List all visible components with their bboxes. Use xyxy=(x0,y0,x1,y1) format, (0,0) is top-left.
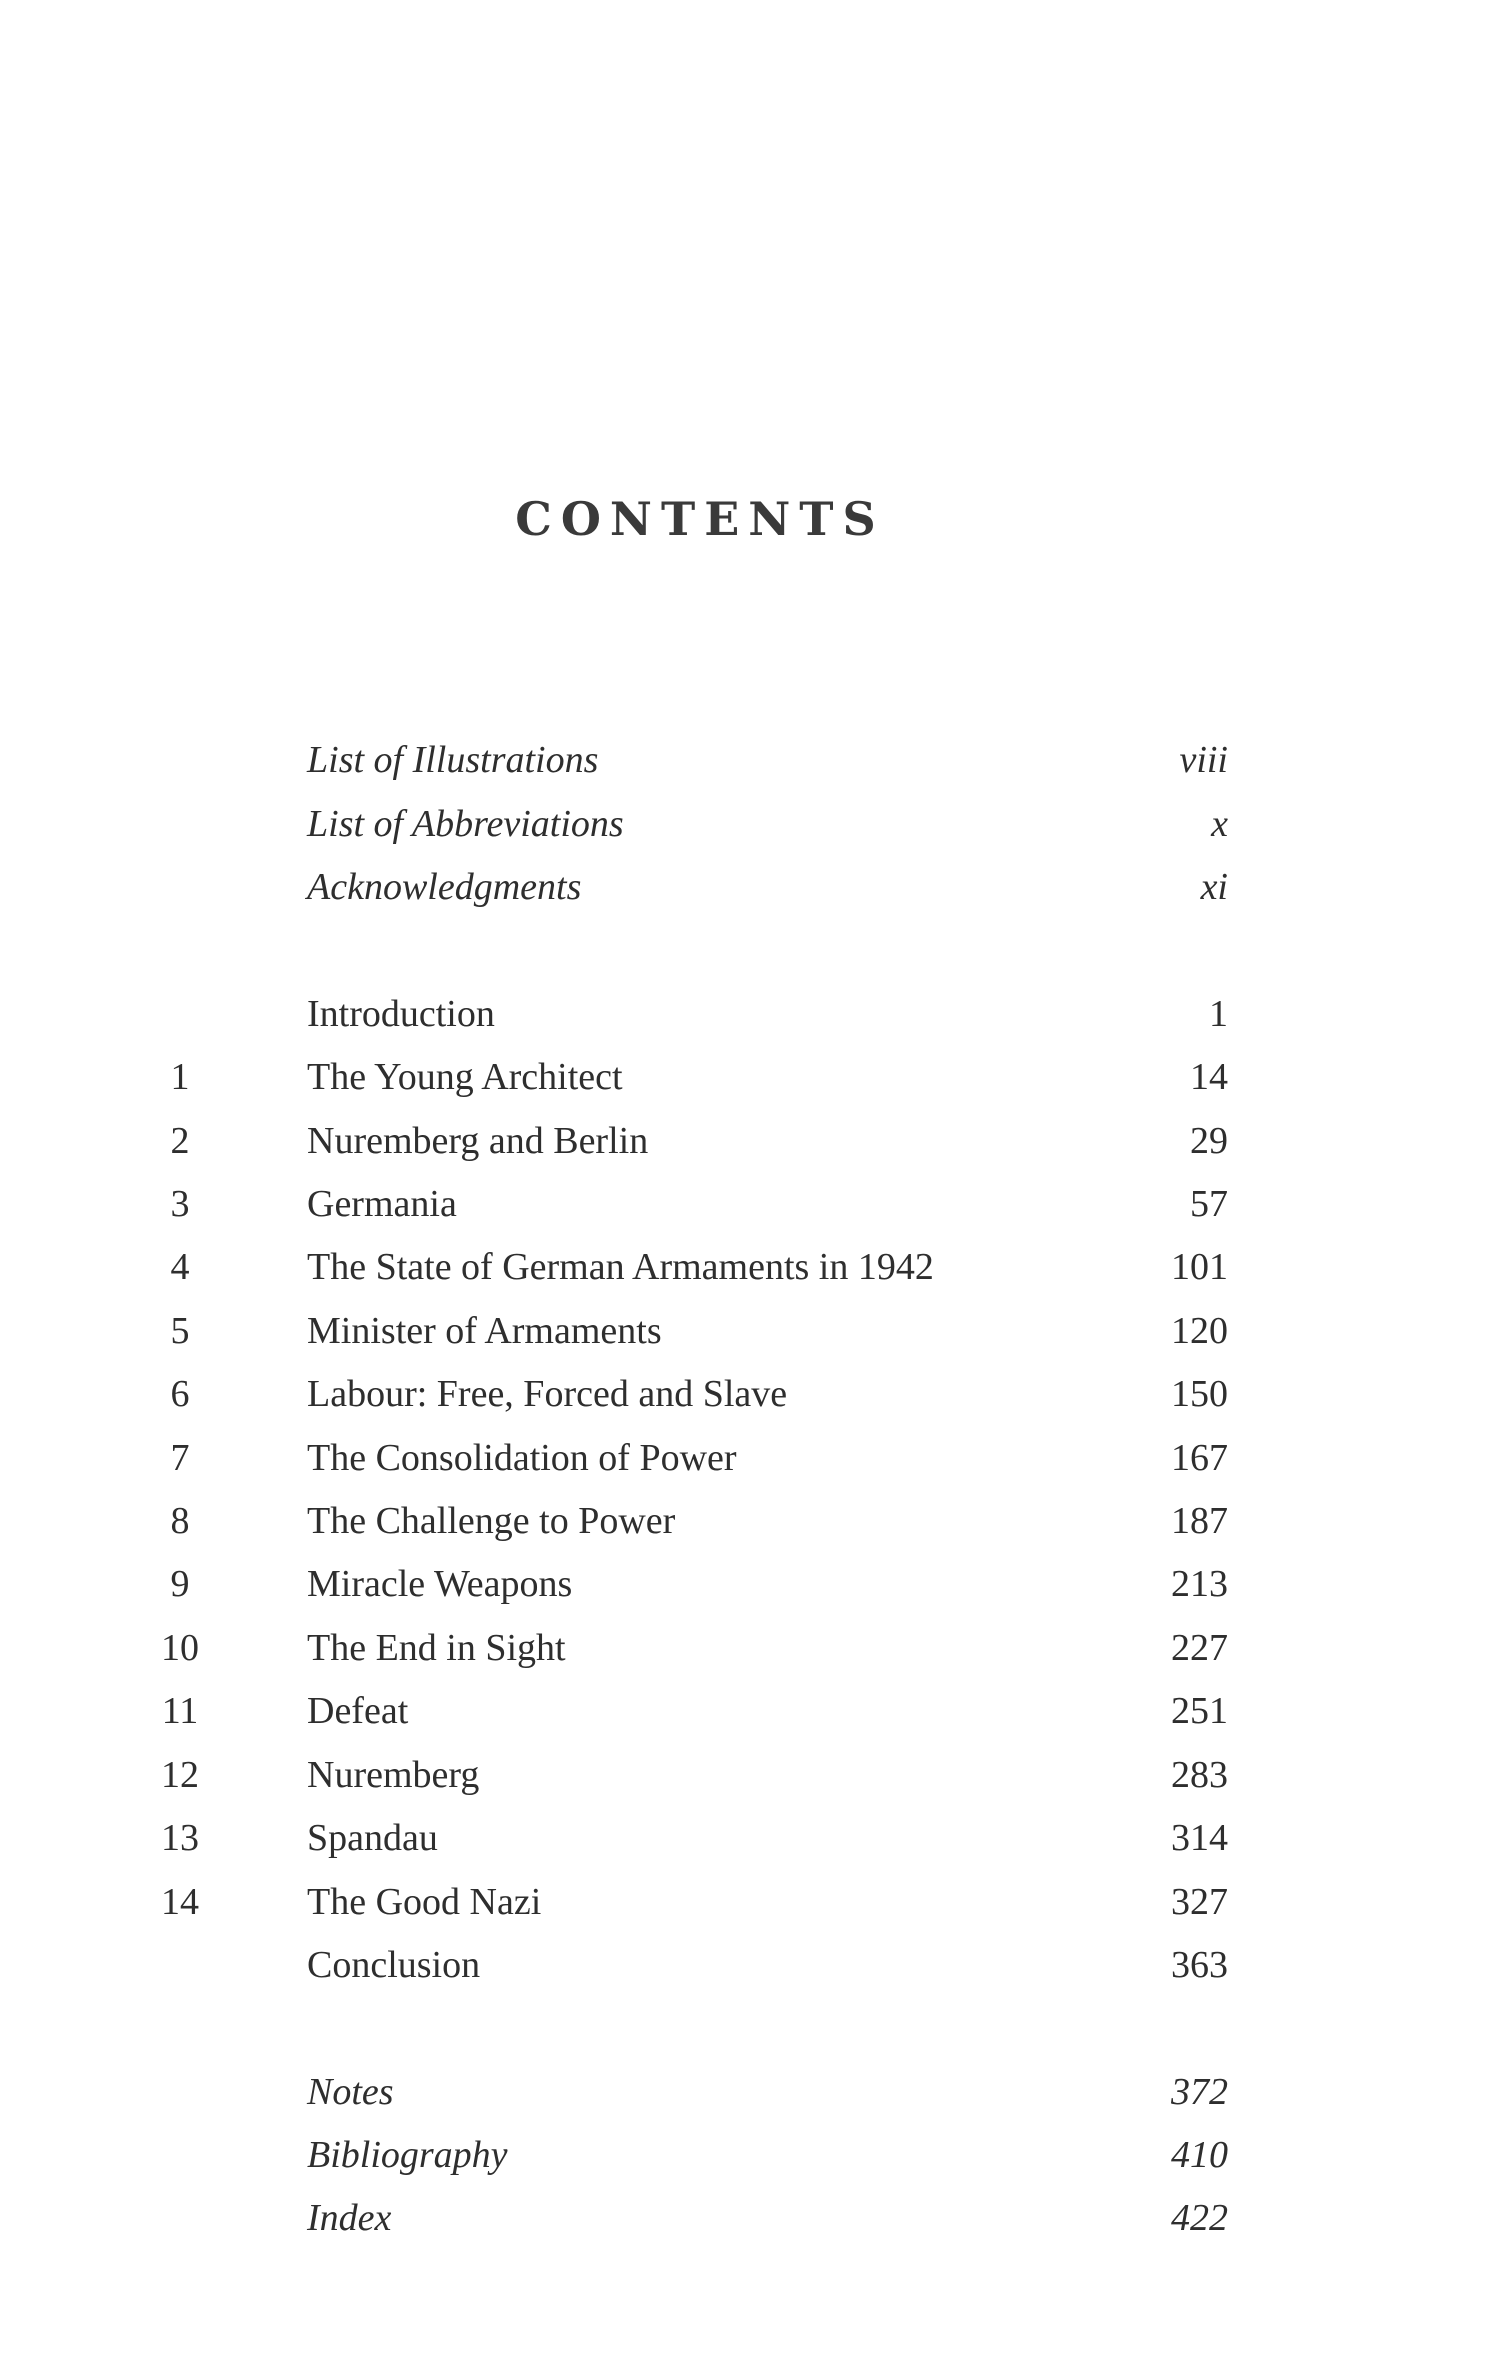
entry-page: 120 xyxy=(1171,1310,1228,1352)
toc-entry-index xyxy=(0,2186,1500,2250)
entry-page: 283 xyxy=(1171,1754,1228,1796)
entry-label: Defeat xyxy=(307,1690,409,1732)
toc-entry-introduction xyxy=(0,982,1500,1046)
toc-entry-chapter-3 xyxy=(0,1172,1500,1236)
chapter-number: 8 xyxy=(170,1500,190,1542)
entry-page: 101 xyxy=(1171,1246,1228,1288)
entry-label: Germania xyxy=(307,1183,457,1225)
entry-page: 372 xyxy=(1171,2071,1228,2113)
entry-label: Bibliography xyxy=(307,2134,508,2176)
entry-page: 1 xyxy=(1209,993,1228,1035)
entry-label: Labour: Free, Forced and Slave xyxy=(307,1373,788,1415)
chapter-number: 2 xyxy=(170,1120,190,1162)
entry-page: 29 xyxy=(1190,1120,1228,1162)
entry-page: 150 xyxy=(1171,1373,1228,1415)
entry-label: List of Illustrations xyxy=(307,739,599,781)
toc-entry-front-3 xyxy=(0,855,1500,919)
entry-page: 187 xyxy=(1171,1500,1228,1542)
entry-page: 422 xyxy=(1171,2197,1228,2239)
toc-entry-chapter-7 xyxy=(0,1426,1500,1490)
chapter-number: 11 xyxy=(161,1690,199,1732)
entry-page: 410 xyxy=(1171,2134,1228,2176)
chapter-number: 1 xyxy=(170,1056,190,1098)
toc-entry-conclusion xyxy=(0,1933,1500,1997)
entry-label: The Young Architect xyxy=(307,1056,623,1098)
toc-entry-chapter-1 xyxy=(0,1045,1500,1109)
entry-page: 213 xyxy=(1171,1563,1228,1605)
toc-entry-chapter-9 xyxy=(0,1552,1500,1616)
entry-page: 167 xyxy=(1171,1437,1228,1479)
chapter-number: 6 xyxy=(170,1373,190,1415)
toc-entry-chapter-6 xyxy=(0,1362,1500,1426)
entry-label: Nuremberg xyxy=(307,1754,480,1796)
entry-page: 363 xyxy=(1171,1944,1228,1986)
toc-entry-bibliography xyxy=(0,2123,1500,2187)
toc-entry-notes xyxy=(0,2060,1500,2124)
entry-label: List of Abbreviations xyxy=(307,803,624,845)
toc-entry-chapter-10 xyxy=(0,1616,1500,1680)
toc-entry-chapter-11 xyxy=(0,1679,1500,1743)
entry-label: Minister of Armaments xyxy=(307,1310,662,1352)
entry-label: Introduction xyxy=(307,993,495,1035)
page-title: CONTENTS xyxy=(515,492,885,546)
chapter-number: 12 xyxy=(161,1754,199,1796)
chapter-number: 13 xyxy=(161,1817,199,1859)
chapter-number: 3 xyxy=(170,1183,190,1225)
entry-page: x xyxy=(1211,803,1228,845)
entry-label: Index xyxy=(307,2197,392,2239)
toc-entry-chapter-12 xyxy=(0,1743,1500,1807)
toc-entry-chapter-4 xyxy=(0,1235,1500,1299)
toc-entry-chapter-8 xyxy=(0,1489,1500,1553)
chapter-number: 4 xyxy=(170,1246,190,1288)
entry-label: The End in Sight xyxy=(307,1627,566,1669)
toc-entry-chapter-5 xyxy=(0,1299,1500,1363)
entry-label: Spandau xyxy=(307,1817,438,1859)
chapter-number: 14 xyxy=(161,1881,199,1923)
toc-entry-front-2 xyxy=(0,792,1500,856)
chapter-number: 9 xyxy=(170,1563,190,1605)
entry-page: 314 xyxy=(1171,1817,1228,1859)
entry-label: Nuremberg and Berlin xyxy=(307,1120,649,1162)
entry-label: Acknowledgments xyxy=(307,866,582,908)
entry-label: The Challenge to Power xyxy=(307,1500,676,1542)
entry-page: 57 xyxy=(1190,1183,1228,1225)
entry-label: The Consolidation of Power xyxy=(307,1437,737,1479)
toc-entry-chapter-14 xyxy=(0,1870,1500,1934)
entry-page: viii xyxy=(1179,739,1228,781)
entry-page: 251 xyxy=(1171,1690,1228,1732)
entry-label: Miracle Weapons xyxy=(307,1563,573,1605)
toc-entry-chapter-2 xyxy=(0,1109,1500,1173)
entry-page: 327 xyxy=(1171,1881,1228,1923)
entry-page: 227 xyxy=(1171,1627,1228,1669)
chapter-number: 7 xyxy=(170,1437,190,1479)
toc-entry-chapter-13 xyxy=(0,1806,1500,1870)
toc-entry-front-1 xyxy=(0,728,1500,792)
chapter-number: 5 xyxy=(170,1310,190,1352)
entry-label: Conclusion xyxy=(307,1944,481,1986)
entry-label: The Good Nazi xyxy=(307,1881,542,1923)
entry-page: 14 xyxy=(1190,1056,1228,1098)
chapter-number: 10 xyxy=(161,1627,199,1669)
entry-label: Notes xyxy=(307,2071,394,2113)
entry-label: The State of German Armaments in 1942 xyxy=(307,1246,934,1288)
entry-page: xi xyxy=(1200,866,1228,908)
